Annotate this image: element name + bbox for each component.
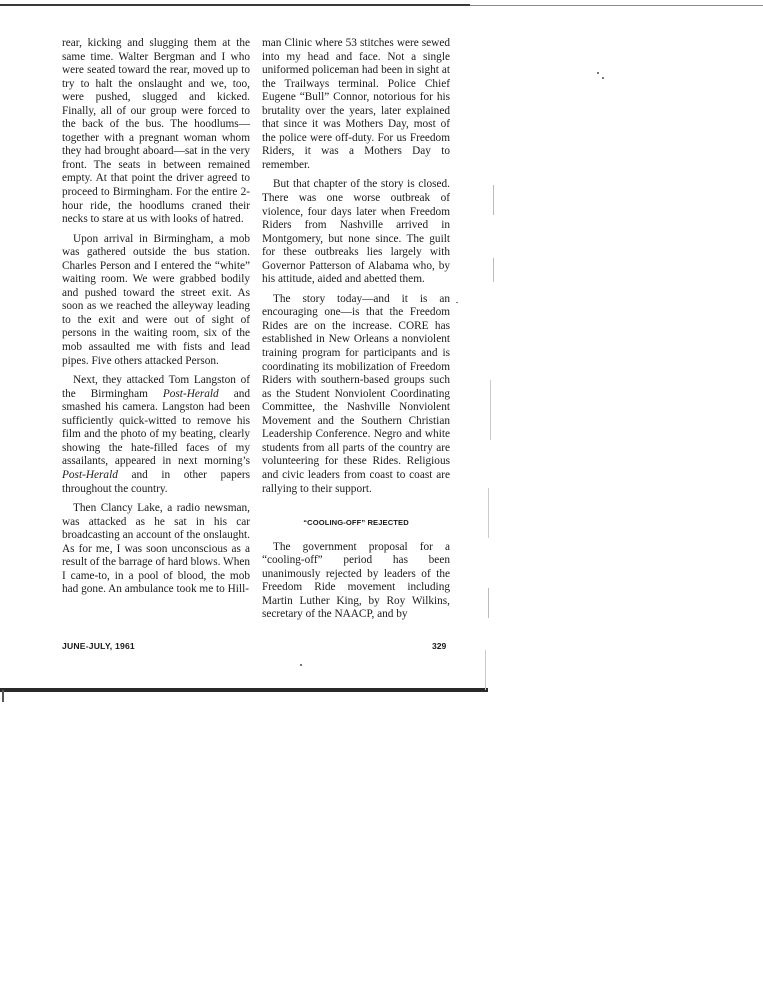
bottom-rule — [0, 688, 488, 692]
section-subhead: “COOLING-OFF” REJECTED — [303, 518, 409, 528]
paragraph: Upon arrival in Birmingham, a mob was gathered outside the bus station. Charles Person and I entered the “white” waiting room. We were grabbed bodily and pushed toward the street exit. As soon as we reached the alleyway leading to the exit and were out of sight of persons in the waiting room, six of the mob assaulted me with fists and lead pipes. Five others attacked Person. — [62, 232, 250, 367]
scan-speck — [493, 185, 494, 215]
scan-speck — [493, 258, 494, 282]
scan-speck — [488, 588, 489, 618]
scan-speck — [597, 72, 599, 74]
scan-speck — [488, 488, 489, 538]
scan-speck — [456, 302, 458, 303]
paragraph: Then Clancy Lake, a radio newsman, was attacked as he sat in his car broadcasting an account of the onslaught. As for me, I was soon unconscious as a result of the barrage of hard blows. When I came-to, in a pool of blood, the mob had gone. An ambulance took me to Hill- — [62, 502, 251, 596]
paragraph: The story today—and it is an encouraging one—is that the Freedom Rides are on the increase. CORE has established in New Orleans a nonviolent training program for participants and is coordinating its mobilization of Freedom Riders with southern-based groups such as the Student Nonviolent Coordinating Committee, the Nashville Nonviolent Movement and the Southern Christian Leadership Conference. Negro and white students from all parts of the country are volunteering for these Rides. Religious and civic leaders from coast to coast are rallying to their support. — [262, 292, 450, 495]
newspaper-name: Post-Herald — [162, 387, 219, 400]
edge-mark — [2, 690, 4, 702]
paragraph: rear, kicking and slugging them at the same time. Walter Bergman and I who were seated toward the rear, moved up to try to halt the onslaught and we, too, were pushed, slugged and kicked. Finally, all of our group were forced to the back of the bus. The hoodlums—together with a pregnant woman whom they had brought aboard—sat in the very front. The seats in between remained empty. At that point the driver agreed to proceed to Birmingham. For the entire 2-hour ride, the hoodlums craned their necks to stare at us with looks of hatred. — [62, 37, 250, 226]
left-column — [62, 37, 250, 603]
newspaper-name: Post-Herald — [62, 468, 118, 481]
page-number: 329 — [432, 641, 447, 651]
paragraph: man Clinic where 53 stitches were sewed into my head and face. Not a single uniformed policeman had been in sight at the Trailways terminal. Police Chief Eugene “Bull” Connor, notorious for his brutality over the years, later explained that since it was Mothers Day, most of the police were off-duty. For us Freedom Riders, it was a Mothers Day to remember. — [262, 37, 450, 171]
right-column — [262, 37, 450, 628]
top-rule — [0, 2, 763, 8]
paragraph: Next, they attacked Tom Langston of the Birmingham Post-Herald and smashed his camera. Langston had been sufficiently quick-witted to remove his film and the photo of my beating, clearly showing the hate-filled faces of my assailants, appeared in next morning’s Post-Herald and in other papers throughout the country. — [62, 374, 250, 495]
scan-speck — [300, 664, 302, 666]
scan-speck — [490, 380, 491, 440]
footer-date: JUNE-JULY, 1961 — [62, 641, 135, 651]
paragraph: The government proposal for a “cooling-off” period has been unanimously rejected by leaders of the Freedom Ride movement including Martin Luther King, by Roy Wilkins, secretary of the NAACP, and by — [262, 540, 450, 621]
scan-speck — [602, 77, 604, 79]
paragraph: But that chapter of the story is closed. There was one worse outbreak of violence, four days later when Freedom Riders from Nashville arrived in Montgomery, but none since. The guilt for these outbreaks lies largely with Governor Patterson of Alabama who, by his attitude, aided and abetted them. — [262, 178, 450, 286]
scan-speck — [485, 650, 486, 690]
